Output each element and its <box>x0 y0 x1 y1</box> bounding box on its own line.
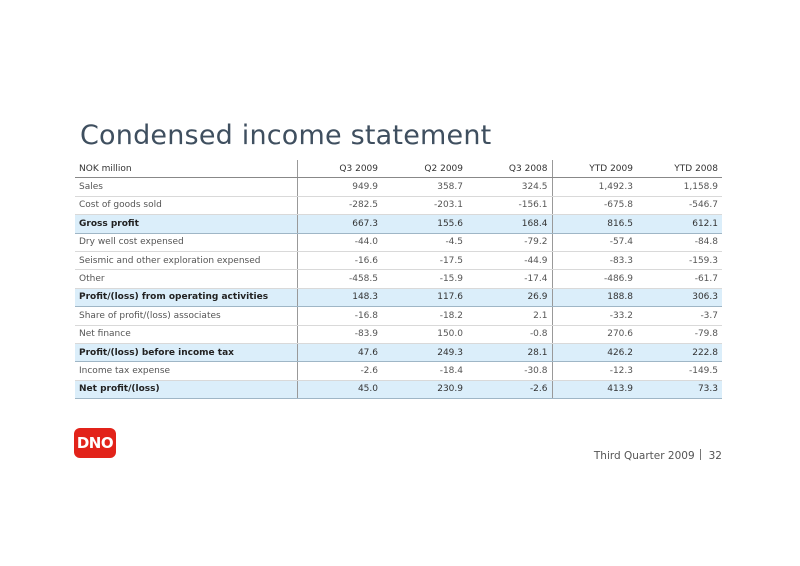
table-cell: -0.8 <box>467 325 552 343</box>
table-cell: 949.9 <box>297 178 382 196</box>
column-header: YTD 2008 <box>637 160 722 178</box>
table-cell: 28.1 <box>467 343 552 361</box>
subtotal-row <box>75 288 722 306</box>
table-row <box>75 178 722 196</box>
table-cell: 26.9 <box>467 288 552 306</box>
page-number: 32 <box>708 450 722 462</box>
table-cell: 249.3 <box>382 343 467 361</box>
table-cell: -203.1 <box>382 196 467 214</box>
table-cell: -17.5 <box>382 251 467 269</box>
table-cell: -79.8 <box>637 325 722 343</box>
table-cell: -2.6 <box>467 380 552 398</box>
table-row <box>75 307 722 325</box>
table-cell: 73.3 <box>637 380 722 398</box>
table-cell: 816.5 <box>552 215 637 233</box>
subtotal-row <box>75 343 722 361</box>
row-label: Profit/(loss) before income tax <box>75 343 297 361</box>
subtotal-row <box>75 215 722 233</box>
row-label: Dry well cost expensed <box>75 233 297 251</box>
table-cell: -84.8 <box>637 233 722 251</box>
table-cell: -458.5 <box>297 270 382 288</box>
footer-text: Third Quarter 2009 <box>593 450 695 462</box>
table-cell: 324.5 <box>467 178 552 196</box>
row-label: Other <box>75 270 297 288</box>
subtotal-row <box>75 380 722 398</box>
table-cell: 612.1 <box>637 215 722 233</box>
table-cell: -83.9 <box>297 325 382 343</box>
table-cell: 358.7 <box>382 178 467 196</box>
table-cell: 150.0 <box>382 325 467 343</box>
table-header-row <box>75 160 722 178</box>
footer <box>594 449 722 462</box>
table-cell: -675.8 <box>552 196 637 214</box>
table-cell: 2.1 <box>467 307 552 325</box>
table-cell: 230.9 <box>382 380 467 398</box>
table-cell: -2.6 <box>297 362 382 380</box>
column-header: Q3 2009 <box>297 160 382 178</box>
row-label: Income tax expense <box>75 362 297 380</box>
table-cell: -30.8 <box>467 362 552 380</box>
table-cell: -16.6 <box>297 251 382 269</box>
table-cell: 1,492.3 <box>552 178 637 196</box>
table-cell: 426.2 <box>552 343 637 361</box>
table-cell: 148.3 <box>297 288 382 306</box>
table-cell: 1,158.9 <box>637 178 722 196</box>
row-label: Net profit/(loss) <box>75 380 297 398</box>
table-cell: -33.2 <box>552 307 637 325</box>
table-cell: -15.9 <box>382 270 467 288</box>
table-cell: -18.2 <box>382 307 467 325</box>
table-cell: -18.4 <box>382 362 467 380</box>
row-label: Seismic and other exploration expensed <box>75 251 297 269</box>
table-row <box>75 196 722 214</box>
row-label: Cost of goods sold <box>75 196 297 214</box>
table-cell: 47.6 <box>297 343 382 361</box>
table-cell: -44.0 <box>297 233 382 251</box>
table-cell: 168.4 <box>467 215 552 233</box>
table-cell: -546.7 <box>637 196 722 214</box>
table-cell: 155.6 <box>382 215 467 233</box>
table-row <box>75 233 722 251</box>
column-header: YTD 2009 <box>552 160 637 178</box>
table-cell: -83.3 <box>552 251 637 269</box>
table-cell: 413.9 <box>552 380 637 398</box>
income-statement-table <box>75 160 722 399</box>
table-cell: -12.3 <box>552 362 637 380</box>
table-cell: 45.0 <box>297 380 382 398</box>
table-cell: 188.8 <box>552 288 637 306</box>
footer-divider <box>700 449 701 460</box>
table-cell: 117.6 <box>382 288 467 306</box>
table-row <box>75 362 722 380</box>
table-cell: -282.5 <box>297 196 382 214</box>
row-label: Share of profit/(loss) associates <box>75 307 297 325</box>
table-cell: -16.8 <box>297 307 382 325</box>
dno-logo: DNO <box>74 428 116 458</box>
table-cell: 222.8 <box>637 343 722 361</box>
row-label: Profit/(loss) from operating activities <box>75 288 297 306</box>
table-cell: -149.5 <box>637 362 722 380</box>
table-row <box>75 270 722 288</box>
table-cell: -44.9 <box>467 251 552 269</box>
row-label: Net finance <box>75 325 297 343</box>
row-label: Sales <box>75 178 297 196</box>
table-cell: -4.5 <box>382 233 467 251</box>
table-cell: -57.4 <box>552 233 637 251</box>
table-cell: -159.3 <box>637 251 722 269</box>
unit-label: NOK million <box>75 160 297 178</box>
table-cell: -61.7 <box>637 270 722 288</box>
table-cell: -486.9 <box>552 270 637 288</box>
table-cell: -156.1 <box>467 196 552 214</box>
column-header: Q2 2009 <box>382 160 467 178</box>
column-header: Q3 2008 <box>467 160 552 178</box>
table-cell: 270.6 <box>552 325 637 343</box>
row-label: Gross profit <box>75 215 297 233</box>
table-cell: 667.3 <box>297 215 382 233</box>
slide-title: Condensed income statement <box>80 120 492 151</box>
table-cell: -17.4 <box>467 270 552 288</box>
table-cell: -3.7 <box>637 307 722 325</box>
table-row <box>75 325 722 343</box>
table-cell: 306.3 <box>637 288 722 306</box>
table-cell: -79.2 <box>467 233 552 251</box>
table-row <box>75 251 722 269</box>
